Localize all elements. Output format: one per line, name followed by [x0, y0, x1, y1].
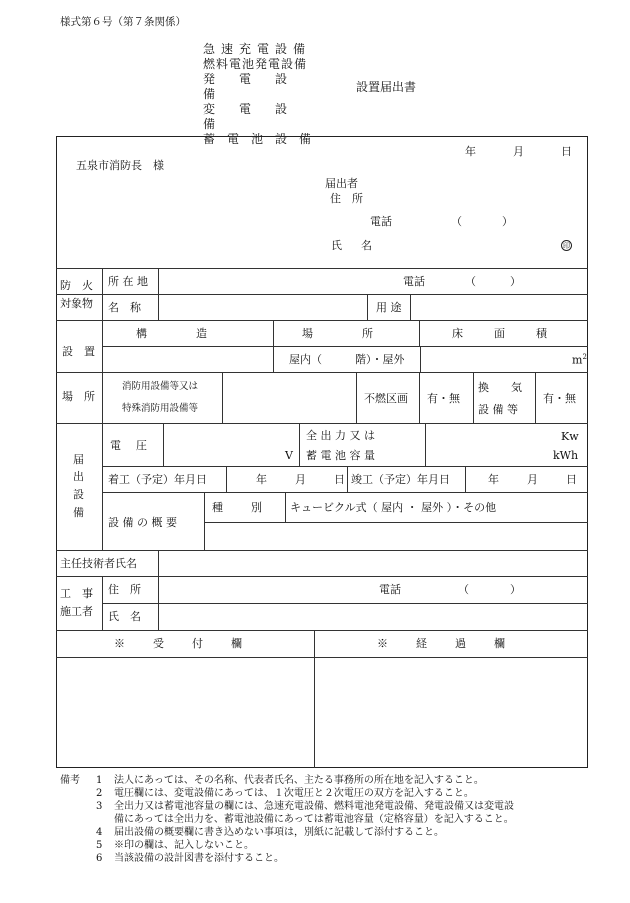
contractor-group-line2: 施工者 — [60, 605, 93, 618]
progress-column-label: ※ 経 過 欄 — [377, 637, 507, 650]
nonflammable-yes-no: 有・無 — [427, 392, 460, 405]
notifier-label: 届出者 — [325, 177, 358, 190]
notifier-phone-label: 電話 — [370, 215, 392, 228]
contractor-phone-open: （ — [458, 583, 469, 596]
form-number: 様式第６号（第７条関係） — [60, 16, 186, 28]
output-label-line1: 全 出 力 又 は — [306, 429, 375, 442]
notifier-phone-close: ） — [502, 215, 513, 228]
contractor-phone-label: 電話 — [379, 583, 401, 596]
kwh-unit: kWh — [553, 449, 579, 462]
overview-label: 設 備 の 概 要 — [108, 516, 177, 529]
target-phone-label: 電話 — [403, 275, 425, 288]
complete-date-value: 年 月 日 — [488, 473, 579, 486]
title-line-1: 急速充電設備 — [203, 42, 312, 56]
contractor-address-label: 住 所 — [108, 583, 141, 596]
structure-label: 構 造 — [136, 327, 211, 340]
complete-date-label: 竣工（予定）年月日 — [351, 473, 450, 486]
target-group-line2: 対象物 — [60, 297, 93, 310]
floor-area-label: 床 面 積 — [452, 327, 557, 340]
target-name-label: 名 称 — [108, 301, 141, 314]
nonflammable-label: 不燃区画 — [364, 392, 408, 405]
title-line-3: 発電設備 — [203, 72, 312, 101]
engineer-label: 主任技術者氏名 — [60, 557, 137, 570]
fire-use-label-line2: 特殊消防用設備等 — [122, 403, 199, 414]
notifier-phone-open: （ — [451, 215, 462, 228]
start-date-value: 年 月 日 — [256, 473, 347, 486]
date-day: 日 — [561, 145, 572, 158]
indoor-outdoor-label: 屋内（ 階）・屋外 — [289, 353, 405, 366]
target-group-line1: 防 火 — [60, 279, 93, 292]
kw-unit: Kw — [561, 430, 579, 443]
type-value: キュービクル式（ 屋内 ・ 屋外 ）・その他 — [290, 501, 497, 514]
contractor-group-line1: 工 事 — [60, 587, 93, 600]
volt-unit: V — [285, 449, 293, 462]
target-use-label: 用 途 — [376, 301, 402, 314]
output-label-line2: 蓄 電 池 容 量 — [306, 449, 375, 462]
type-label: 種 別 — [212, 501, 264, 514]
note-row: 5 ※印の欄は、記入しないこと。 — [96, 840, 254, 851]
reception-column-label: ※ 受 付 欄 — [114, 637, 244, 650]
notifier-address-label: 住 所 — [330, 192, 363, 205]
date-month: 月 — [513, 145, 524, 158]
equipment-group-char-3: 設 — [73, 488, 84, 501]
note-row: 2 電圧欄には、変電設備にあっては、１次電圧と２次電圧の双方を記入すること。 — [96, 788, 474, 799]
location-label: 場 所 — [302, 327, 377, 340]
title-suffix: 設置届出書 — [356, 80, 417, 94]
equipment-group-char-1: 届 — [73, 453, 84, 466]
note-row: 4 届出設備の概要欄に書き込めない事項は，別紙に記載して添付すること。 — [96, 827, 444, 838]
note-row: 備考 1 法人にあっては、その名称、代表者氏名、主たる事務所の所在地を記入すること。 — [60, 775, 484, 786]
note-row: 備にあっては全出力を、蓄電池設備にあっては蓄電池容量（定格容量）を記入すること。 — [114, 814, 514, 825]
contractor-phone-close: ） — [510, 583, 521, 596]
voltage-label: 電 圧 — [110, 439, 149, 452]
target-location-label: 所 在 地 — [108, 275, 148, 288]
title-line-4: 変電設備 — [203, 102, 312, 131]
start-date-label: 着工（予定）年月日 — [108, 473, 207, 486]
ventilation-label-line2: 設 備 等 — [478, 403, 518, 416]
contractor-name-label: 氏 名 — [108, 610, 141, 623]
equipment-group-char-4: 備 — [73, 506, 84, 519]
seal-mark: 印 — [563, 242, 570, 250]
notifier-name-label: 氏 名 — [331, 239, 376, 252]
target-phone-open: （ — [465, 275, 476, 288]
target-phone-close: ） — [510, 275, 521, 288]
document-title — [203, 42, 335, 147]
ventilation-label-line1: 換 気 — [478, 381, 522, 394]
addressee: 五泉市消防長 様 — [76, 159, 164, 172]
area-unit: $m^2$ — [572, 353, 587, 367]
note-row: 6 当該設備の設計図書を添付すること。 — [96, 853, 284, 864]
note-row: 3 全出力又は蓄電池容量の欄には、急速充電設備、燃料電池発電設備、発電設備又は変電設 — [96, 801, 514, 812]
title-line-2: 燃料電池発電設備 — [203, 57, 308, 71]
equipment-group-char-2: 出 — [73, 470, 84, 483]
date-year: 年 — [465, 145, 476, 158]
notes-section — [60, 774, 514, 865]
title-line-5: 蓄電池設備 — [203, 132, 324, 146]
ventilation-yes-no: 有・無 — [543, 392, 576, 405]
place-group-line2: 場 所 — [62, 390, 95, 403]
fire-use-label-line1: 消防用設備等又は — [122, 381, 199, 392]
place-group-line1: 設 置 — [62, 345, 95, 358]
